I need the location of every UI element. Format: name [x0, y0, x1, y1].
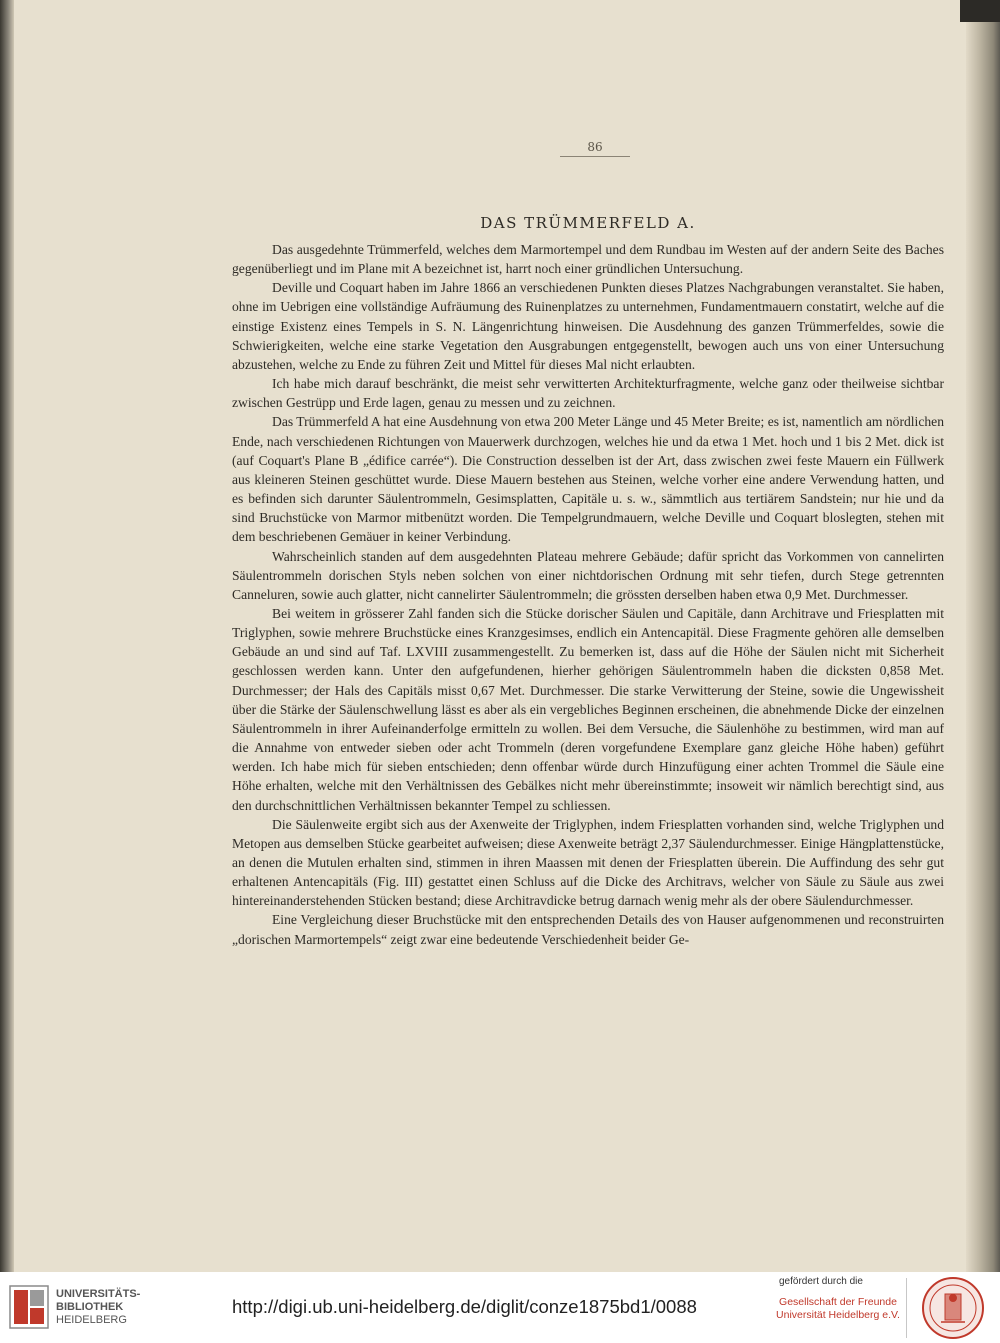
page-right-edge — [966, 0, 1000, 1272]
paragraph: Bei weitem in grösserer Zahl fanden sich die Stücke dorischer Säulen und Capitäle, dann Architrave und Friesplatten mit Triglyphen, sowie mehrere Bruchstücke eines Kranzgesimses, endlich ein Antencapitäl. Diese Fragmente gehören alle demselben Gebäude an und sind auf Taf. LXVIII zusammengestellt. Zu bemerken ist, dass auf die Höhe der Säulen nicht mit Sicherheit geschlossen werden kann. Unter den aufgefundenen, hierher gehörigen Säulentrommeln haben die dicksten 0,858 Met. Durchmesser; der Hals des Capitäls misst 0,67 Met. Durchmesser. Die starke Verwitterung der Steine, sowie die Ungewissheit über die Stärke der Säulenschwellung lässt es aber als ein vergebliches Beginnen erscheinen, die abnehmende Dicke der einzelnen Säulentrommeln in ihrer Aufeinanderfolge ermitteln zu wollen. Bei dem Versuche, die Säulenhöhe zu bestimmen, wird man auf die Annahme von entweder sieben oder acht Trommeln (deren vorgefundene Exemplare ganz gleiche Höhe haben) geführt werden. Ich habe mich für sieben entschieden; denn offenbar würde durch Hinzufügung einer achten Trommel die Säule eine Höhe erhalten, welche mit den Verhältnissen des Gebälkes nicht mehr übereinstimmte; insoweit wir nämlich berechtigt sind, aus den durchschnittlichen Verhältnissen bekannter Tempel zu schliessen. — [232, 605, 944, 813]
section-title: DAS TRÜMMERFELD A. — [480, 214, 696, 232]
university-seal-icon — [921, 1276, 985, 1340]
library-logo-icon — [8, 1284, 50, 1330]
page-number: 86 — [560, 140, 630, 157]
library-name-line: HEIDELBERG — [56, 1314, 127, 1326]
library-name-line: UNIVERSITÄTS- — [56, 1288, 141, 1300]
sponsor-name-line: Gesellschaft der Freunde — [779, 1296, 897, 1308]
library-name-line: BIBLIOTHEK — [56, 1301, 124, 1313]
page-corner-shadow — [960, 0, 1000, 22]
sponsor-caption: gefördert durch die — [779, 1276, 863, 1287]
footer-bar — [0, 1272, 1000, 1343]
sponsor-name-line: Universität Heidelberg e.V. — [776, 1309, 900, 1321]
library-name — [56, 1288, 140, 1327]
paragraph: Das ausgedehnte Trümmerfeld, welches dem Marmortempel und dem Rundbau im Westen auf der andern Seite des Baches gegenüberliegt und im Plane mit A bezeichnet ist, harrt noch einer gründlichen Untersuchung. — [232, 242, 944, 277]
paragraph: Ich habe mich darauf beschränkt, die meist sehr verwitterten Architekturfragmente, welche ganz oder theilweise sichtbar zwischen Gestrüpp und Erde lagen, genau zu messen und zu zeichnen. — [232, 376, 944, 411]
sponsor-name — [776, 1296, 900, 1322]
paragraph: Wahrscheinlich standen auf dem ausgedehnten Plateau mehrere Gebäude; dafür spricht das Vorkommen von cannelirten Säulentrommeln dorischen Styls neben solchen von einer nichtdorischen Ordnung mit sehr tiefen, durch Stege getrennten Canneluren, sowie auch glatter, nicht cannelirter Säulentrommeln; die grössten derselben haben etwa 0,9 Met. Durchmesser. — [232, 548, 944, 602]
paragraph: Das Trümmerfeld A hat eine Ausdehnung von etwa 200 Meter Länge und 45 Meter Breite; es ist, namentlich am nördlichen Ende, nach verschiedenen Richtungen von Mauerwerk durchzogen, welches hie und da etwa 1 Met. hoch und 1 bis 2 Met. dick ist (auf Coquart's Plane B „édifice carrée“). Die Construction desselben ist der Art, dass zwischen zwei feste Mauern ein Füllwerk aus kleineren Steinen geschüttet wurde. Diese Mauern bestehen aus Steinen, welche vorher eine andere Verwendung hatten, und es befinden sich darunter Säulentrommeln, Gesimsplatten, Capitäle u. s. w., sämmtlich aus tertiärem Sandstein; nur hie und da sind Bruchstücke von Marmor mitbenützt worden. Die Tempelgrundmauern, welche Deville und Coquart bloslegten, stehen mit dem beschriebenen Gemäuer in keiner Verbindung. — [232, 414, 944, 545]
body-text — [232, 240, 944, 949]
paragraph: Die Säulenweite ergibt sich aus der Axenweite der Triglyphen, indem Friesplatten vorhanden sind, welche Triglyphen und Metopen aus demselben Stücke gearbeitet aufweisen; diese Axenweite beträgt 2,37 Säulendurchmesser. Einige Hängplattenstücke, an denen die Mutulen erhalten sind, stimmen in ihren Maassen mit denen der Friesplatten überein. Die Auffindung des sehr gut erhaltenen Antencapitäls (Fig. III) gestattet einen Schluss auf die Dicke des Architravs, welcher von Säule zu Säule aus zwei hintereinanderstehenden Stücken bestand; diese Architravdicke betrug darnach wenig mehr als der obere Säulendurchmesser. — [232, 816, 944, 909]
paragraph: Eine Vergleichung dieser Bruchstücke mit den entsprechenden Details des von Hauser aufgenommenen und reconstruirten „dorischen Marmortempels“ zeigt zwar eine bedeutende Verschiedenheit beider Ge- — [232, 912, 944, 947]
footer-divider — [906, 1278, 907, 1338]
permalink-url[interactable]: http://digi.ub.uni-heidelberg.de/diglit/conze1875bd1/0088 — [232, 1296, 697, 1317]
paragraph: Deville und Coquart haben im Jahre 1866 an verschiedenen Punkten dieses Platzes Nachgrabungen veranstaltet. Sie haben, ohne im Uebrigen eine vollständige Aufräumung des Ruinenplatzes zu unternehmen, Fundamentmauern constatirt, welche auf die einstige Existenz eines Tempels in S. N. Längenrichtung hinweisen. Die Ausdehnung des ganzen Trümmerfeldes, sowie die Schwierigkeiten, welche eine starke Vegetation den Ausgrabungen entgegenstellt, bewogen auch uns von einer Untersuchung abzustehen, welche zu Ende zu führen Zeit und Mittel für dieses Mal nicht erlaubten. — [232, 280, 944, 372]
page-left-edge — [0, 0, 14, 1272]
